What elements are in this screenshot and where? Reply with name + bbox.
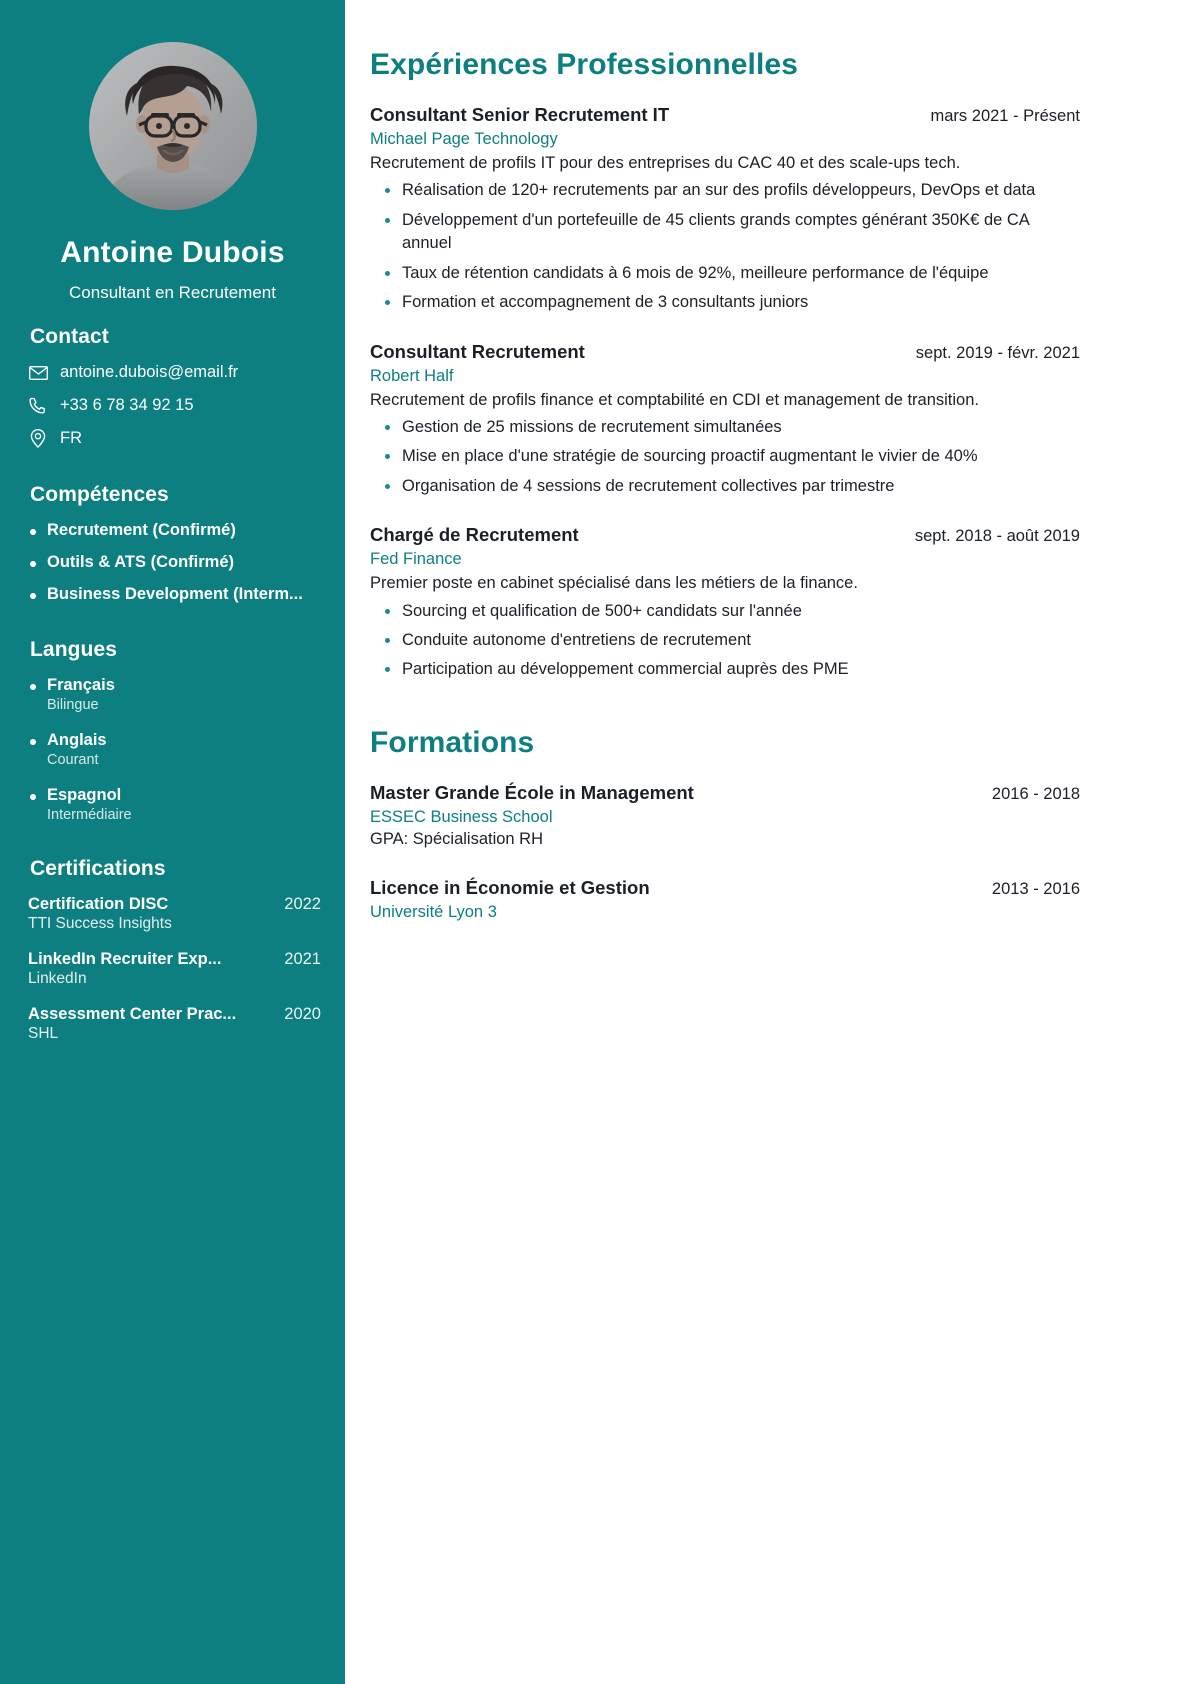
experience-bullet-list (370, 179, 1080, 314)
experience-organization: Michael Page Technology (370, 130, 558, 148)
experience-bullet: Gestion de 25 missions de recrutement simultanées (370, 416, 1080, 439)
education-organization: ESSEC Business School (370, 807, 553, 826)
certification-item (24, 950, 321, 988)
experience-bullet: Formation et accompagnement de 3 consultants juniors (370, 291, 1080, 314)
contact-heading: Contact (30, 324, 109, 348)
language-name: Espagnol (47, 785, 122, 804)
education-date: 2016 - 2018 (991, 784, 1080, 803)
certification-year: 2022 (284, 894, 321, 913)
experience-organization: Fed Finance (370, 550, 462, 569)
main-content (345, 0, 1190, 1684)
education-title: Master Grande École in Management (370, 781, 694, 803)
experience-bullet-list (370, 416, 1080, 498)
bullet-dot-icon (30, 561, 36, 567)
experience-bullet: Conduite autonome d'entretiens de recrutement (370, 629, 1080, 652)
sidebar (0, 0, 345, 1684)
experience-date: sept. 2018 - août 2019 (914, 527, 1080, 546)
language-level: Bilingue (47, 696, 99, 713)
experience-entry (370, 524, 1080, 682)
certification-item (24, 1005, 321, 1043)
certification-year: 2021 (284, 949, 321, 968)
experience-bullet: Taux de rétention candidats à 6 mois de 92%, meilleure performance de l'équipe (370, 262, 1080, 285)
skill-item (24, 585, 321, 604)
contact-phone-value: +33 6 78 34 92 15 (60, 396, 194, 414)
experience-title: Consultant Recrutement (370, 340, 585, 362)
language-name: Français (47, 675, 115, 694)
phone-icon (28, 396, 48, 416)
education-section-heading: Formations (370, 725, 535, 759)
language-item (24, 731, 321, 768)
experience-entry (370, 104, 1080, 315)
location-pin-icon (28, 429, 48, 449)
experience-description: Recrutement de profils finance et comptabilité en CDI et management de transition. (370, 390, 979, 409)
experience-bullet: Développement d'un portefeuille de 45 clients grands comptes générant 350K€ de CA annuel (370, 209, 1080, 256)
bullet-dot-icon (30, 529, 36, 535)
certification-name: LinkedIn Recruiter Exp... (28, 949, 222, 968)
experience-date: sept. 2019 - févr. 2021 (915, 343, 1080, 362)
contact-location (24, 429, 321, 449)
certification-issuer: SHL (28, 1024, 59, 1042)
language-level: Intermédiaire (47, 806, 132, 823)
experience-bullet: Sourcing et qualification de 500+ candidats sur l'année (370, 600, 1080, 623)
language-level: Courant (47, 751, 99, 768)
contact-phone[interactable] (24, 396, 321, 416)
full-name: Antoine Dubois (60, 236, 285, 269)
bullet-dot-icon (30, 684, 36, 690)
contact-email-value: antoine.dubois@email.fr (60, 363, 239, 381)
education-title: Licence in Économie et Gestion (370, 877, 650, 899)
experience-entry (370, 341, 1080, 499)
bullet-dot-icon (30, 739, 36, 745)
bullet-dot-icon (30, 593, 36, 599)
experience-description: Premier poste en cabinet spécialisé dans les métiers de la finance. (370, 574, 858, 593)
language-name: Anglais (47, 730, 107, 749)
experience-section-heading: Expériences Professionnelles (370, 48, 798, 81)
certification-item (24, 895, 321, 933)
experience-description: Recrutement de profils IT pour des entreprises du CAC 40 et des scale-ups tech. (370, 154, 961, 172)
skill-label: Recrutement (Confirmé) (47, 520, 236, 539)
experience-bullet-list (370, 600, 1080, 682)
language-item (24, 676, 321, 713)
avatar-wrapper (24, 42, 321, 210)
experience-title: Consultant Senior Recrutement IT (370, 104, 670, 125)
experience-bullet: Réalisation de 120+ recrutements par an sur des profils développeurs, DevOps et data (370, 179, 1080, 202)
education-organization: Université Lyon 3 (370, 903, 497, 922)
certification-issuer: TTI Success Insights (28, 914, 172, 932)
language-item (24, 786, 321, 823)
experience-date: mars 2021 - Présent (930, 107, 1080, 125)
contact-location-value: FR (60, 429, 82, 447)
envelope-icon (28, 363, 48, 383)
experience-bullet: Mise en place d'une stratégie de sourcing proactif augmentant le vivier de 40% (370, 445, 1080, 468)
bullet-dot-icon (30, 794, 36, 800)
skill-item (24, 521, 321, 540)
experience-organization: Robert Half (370, 366, 454, 385)
experience-bullet: Participation au développement commercial auprès des PME (370, 658, 1080, 681)
skill-label: Outils & ATS (Confirmé) (47, 552, 234, 571)
certification-name: Certification DISC (28, 894, 169, 913)
job-title: Consultant en Recrutement (69, 282, 276, 302)
skills-heading: Compétences (30, 482, 169, 506)
certification-name: Assessment Center Prac... (28, 1004, 237, 1023)
experience-bullet: Organisation de 4 sessions de recrutement collectives par trimestre (370, 475, 1080, 498)
certifications-heading: Certifications (30, 856, 166, 880)
skill-item (24, 553, 321, 572)
languages-heading: Langues (30, 637, 118, 661)
education-extra: GPA: Spécialisation RH (370, 829, 544, 848)
certification-issuer: LinkedIn (28, 969, 87, 987)
education-entry (370, 877, 1080, 922)
certification-year: 2020 (284, 1004, 321, 1023)
experience-title: Chargé de Recrutement (370, 524, 579, 546)
avatar (89, 42, 257, 210)
education-entry (370, 782, 1080, 851)
profile-photo-icon (89, 42, 257, 210)
skill-label: Business Development (Interm... (47, 584, 303, 603)
contact-email[interactable] (24, 363, 321, 383)
education-date: 2013 - 2016 (991, 880, 1080, 899)
